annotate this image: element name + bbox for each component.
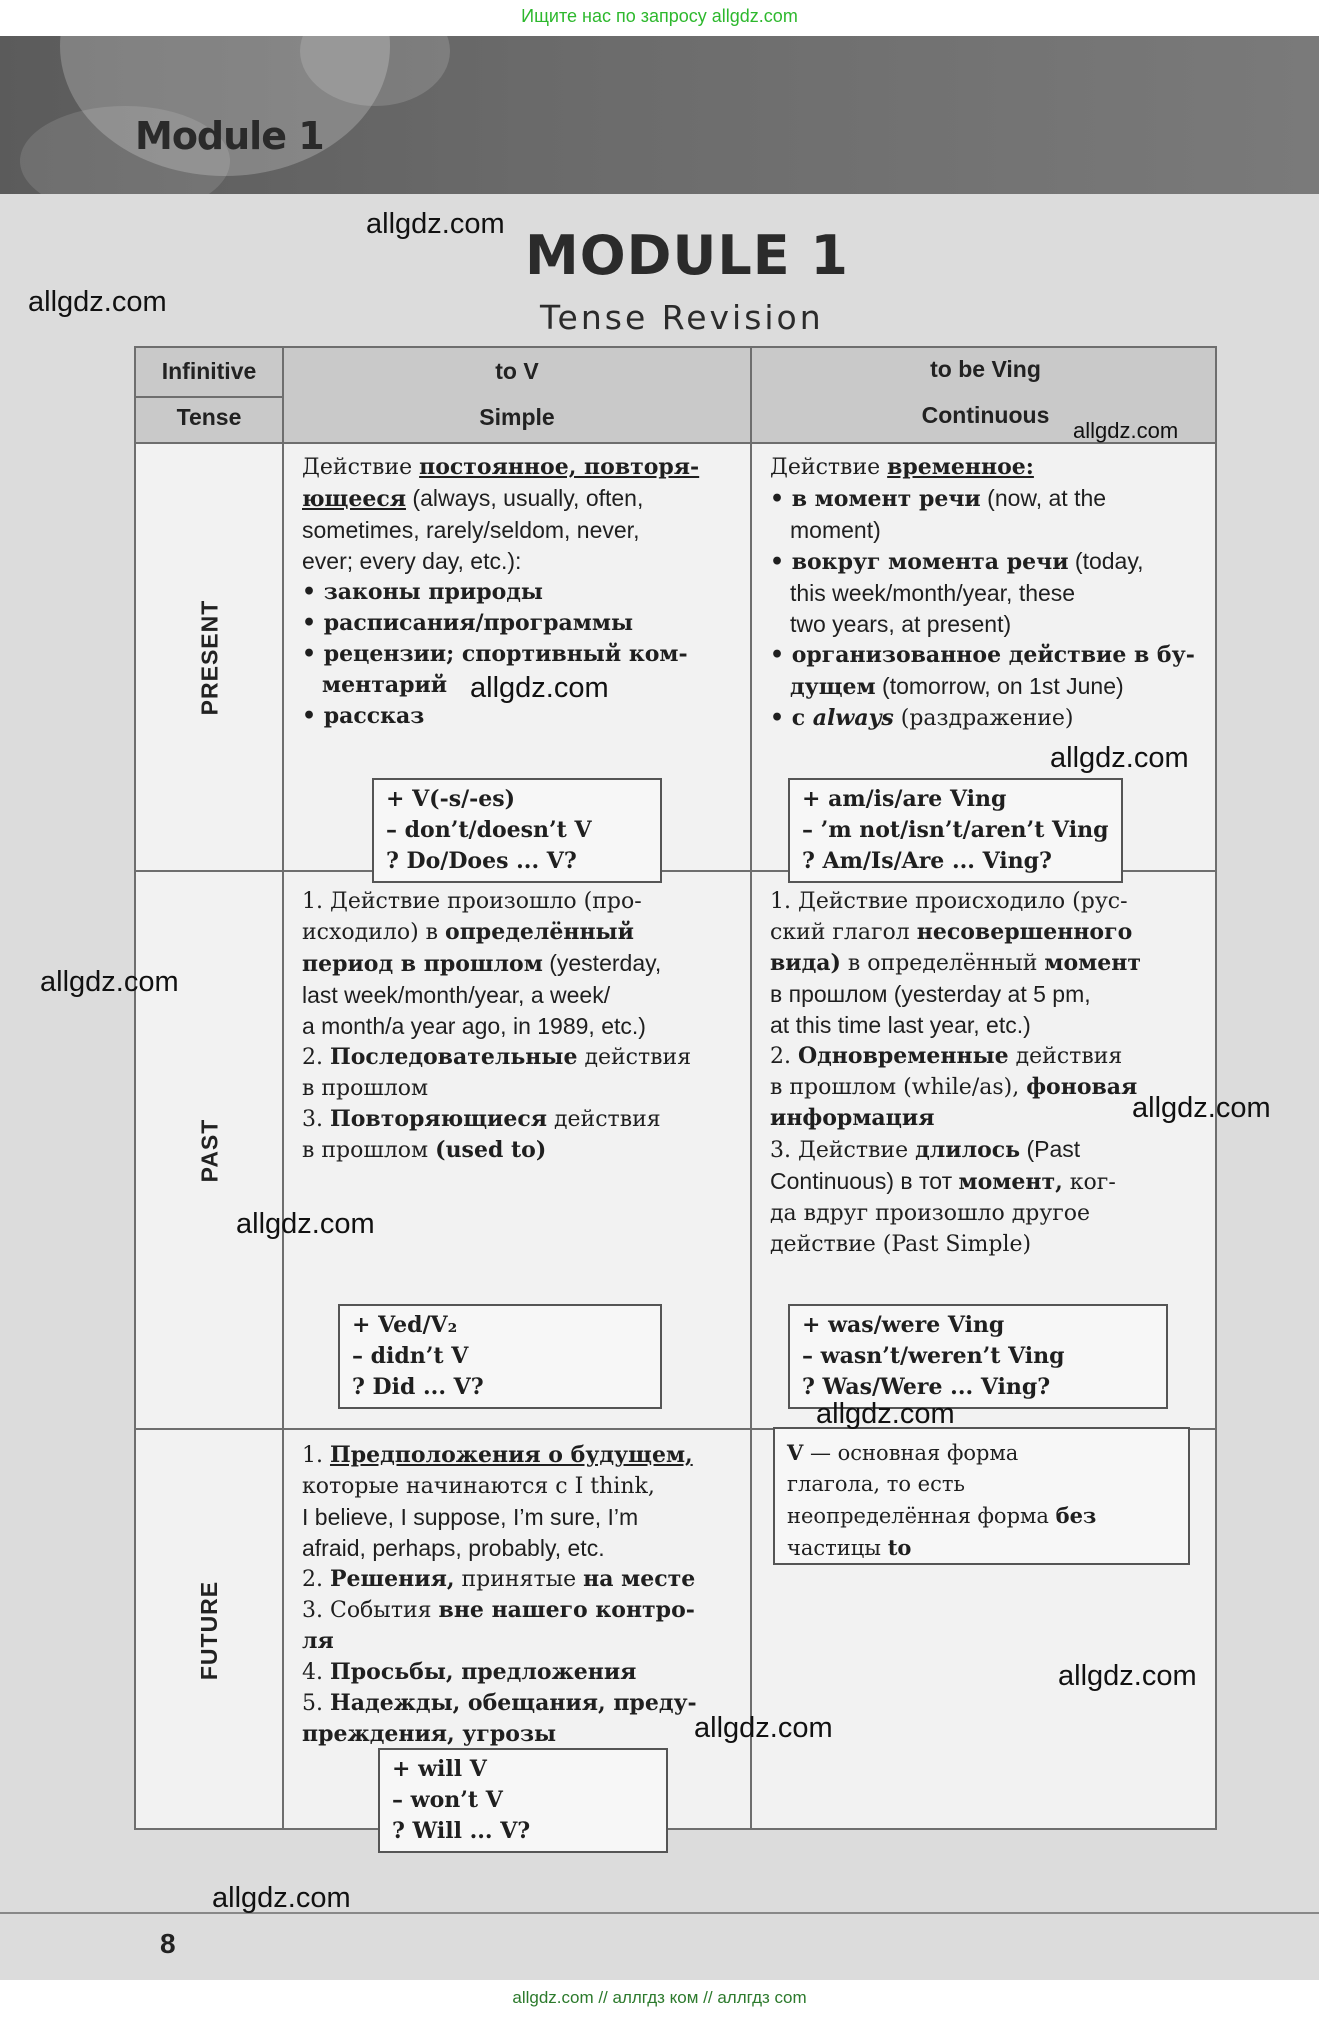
header-to-v: to V bbox=[495, 358, 539, 384]
text: Continuous) в тот bbox=[770, 1168, 959, 1194]
text: • с bbox=[770, 705, 813, 731]
formula-line: + was/were Ving bbox=[802, 1312, 1005, 1338]
definition-note-box bbox=[773, 1427, 1190, 1565]
text: • организованное действие в бу- bbox=[770, 642, 1195, 668]
formula-line: ? Did ... V? bbox=[352, 1374, 484, 1400]
formula-line: – ’m not/isn’t/aren’t Ving bbox=[802, 817, 1109, 843]
formula-line: – wasn’t/weren’t Ving bbox=[802, 1343, 1065, 1369]
row-label-present-text: PRESENT bbox=[196, 599, 223, 715]
text: 4. bbox=[302, 1660, 330, 1685]
watermark: allgdz.com bbox=[1073, 418, 1179, 443]
text: at this time last year, etc.) bbox=[770, 1012, 1031, 1038]
text: 2. bbox=[302, 1567, 330, 1592]
text: two years, at present) bbox=[790, 611, 1012, 637]
text: дущем bbox=[790, 674, 876, 700]
text: преждения, угрозы bbox=[302, 1721, 557, 1747]
text: да вдруг произошло другое bbox=[770, 1201, 1091, 1226]
watermark: allgdz.com bbox=[694, 1712, 833, 1744]
text: действия bbox=[577, 1045, 692, 1070]
text: момент, bbox=[958, 1169, 1063, 1195]
formula-line: + Ved/V₂ bbox=[352, 1312, 458, 1338]
text: (today, bbox=[1068, 548, 1144, 574]
text: ever; every day, etc.): bbox=[302, 548, 522, 574]
header-continuous: Continuous bbox=[921, 402, 1050, 428]
header-infinitive: Infinitive bbox=[161, 358, 257, 384]
text: 5. bbox=[302, 1691, 330, 1716]
text: Последовательные bbox=[329, 1044, 578, 1070]
watermark: allgdz.com bbox=[212, 1882, 351, 1914]
text: moment) bbox=[790, 517, 881, 543]
text: Надежды, обещания, преду- bbox=[329, 1690, 697, 1716]
present-continuous-formula bbox=[788, 778, 1123, 883]
row-label-future bbox=[136, 1430, 284, 1830]
text: исходило) в bbox=[302, 920, 446, 945]
text: в определённый bbox=[840, 951, 1045, 976]
top-search-note: Ищите нас по запросу allgdz.com bbox=[521, 6, 798, 26]
watermark: allgdz.com bbox=[366, 208, 505, 240]
watermark: allgdz.com bbox=[1058, 1660, 1197, 1692]
past-continuous-formula bbox=[788, 1304, 1168, 1409]
text: ментарий bbox=[322, 672, 448, 698]
text: this week/month/year, these bbox=[790, 580, 1076, 606]
text: неопределённая форма bbox=[787, 1504, 1056, 1528]
text: (yesterday, bbox=[542, 950, 662, 976]
column-divider bbox=[750, 348, 752, 1828]
text: Решения, bbox=[329, 1566, 455, 1592]
header-to-be-ving: to be Ving bbox=[930, 356, 1041, 382]
formula-line: ? Do/Does ... V? bbox=[386, 848, 577, 874]
page-subtitle: Tense Revision bbox=[540, 298, 824, 337]
past-simple-formula bbox=[338, 1304, 662, 1409]
text: Действие bbox=[770, 455, 888, 480]
page-title: MODULE 1 bbox=[525, 224, 849, 287]
header-module-label: Module 1 bbox=[135, 114, 324, 158]
future-simple-formula bbox=[378, 1748, 668, 1853]
watermark: allgdz.com bbox=[1050, 742, 1189, 774]
tense-table bbox=[134, 346, 1217, 1844]
formula-line: – don’t/doesn’t V bbox=[386, 817, 592, 843]
text: ког- bbox=[1062, 1170, 1116, 1195]
formula-line: ? Was/Were ... Ving? bbox=[802, 1374, 1051, 1400]
watermark: allgdz.com bbox=[470, 672, 609, 704]
text: в прошлом bbox=[302, 1076, 429, 1101]
row-label-present bbox=[136, 444, 284, 870]
bottom-site-note: allgdz.com // аллгдз ком // аллгдз com bbox=[512, 1988, 807, 2007]
textbook-page bbox=[0, 36, 1319, 1980]
text: V bbox=[787, 1440, 804, 1465]
text: 3. Действие bbox=[770, 1138, 916, 1163]
text: ля bbox=[302, 1628, 334, 1654]
text: несовершенного bbox=[916, 919, 1133, 945]
header-simple: Simple bbox=[479, 404, 555, 430]
text: • расписания/программы bbox=[302, 610, 634, 636]
text: вне нашего контро- bbox=[438, 1597, 695, 1623]
text: • рассказ bbox=[302, 703, 425, 729]
text: to bbox=[887, 1535, 912, 1560]
text: 1. Действие произошло (про- bbox=[302, 889, 642, 914]
text: Действие bbox=[302, 455, 420, 480]
text: (now, at the bbox=[980, 485, 1107, 511]
text: 2. bbox=[770, 1044, 798, 1069]
text: (always, usually, often, bbox=[406, 485, 644, 511]
text: длилось bbox=[915, 1137, 1021, 1163]
text: I believe, I suppose, I’m sure, I’m bbox=[302, 1504, 639, 1530]
text: (раздражение) bbox=[893, 706, 1074, 731]
formula-line: – won’t V bbox=[392, 1787, 503, 1813]
text: глагола, то есть bbox=[787, 1472, 965, 1496]
header-band bbox=[0, 36, 1319, 194]
text: Повторяющиеся bbox=[329, 1106, 547, 1132]
text: 1. Действие происходило (рус- bbox=[770, 889, 1128, 914]
text: afraid, perhaps, probably, etc. bbox=[302, 1535, 605, 1561]
row-label-past bbox=[136, 872, 284, 1428]
text: (tomorrow, on 1st June) bbox=[875, 673, 1124, 699]
text: постоянное, повторя- bbox=[419, 454, 700, 480]
text: период в прошлом bbox=[302, 951, 543, 977]
text: действия bbox=[547, 1107, 661, 1132]
text: — основная форма bbox=[803, 1441, 1019, 1465]
future-simple-cell bbox=[302, 1440, 747, 1750]
text: Просьбы, предложения bbox=[329, 1659, 637, 1685]
text: • вокруг момента речи bbox=[770, 549, 1069, 575]
text: фоновая bbox=[1026, 1074, 1138, 1100]
formula-line: + will V bbox=[392, 1756, 487, 1782]
text: принятые bbox=[454, 1567, 584, 1592]
text: в прошлом bbox=[302, 1138, 436, 1163]
text: ский глагол bbox=[770, 920, 917, 945]
footer-divider bbox=[0, 1912, 1319, 1914]
formula-line: ? Will ... V? bbox=[392, 1818, 531, 1844]
text: • в момент речи bbox=[770, 486, 981, 512]
present-continuous-cell bbox=[770, 452, 1215, 734]
row-divider bbox=[136, 396, 282, 398]
text: • законы природы bbox=[302, 579, 543, 605]
text: 1. bbox=[302, 1443, 330, 1468]
row-label-past-text: PAST bbox=[196, 1118, 223, 1182]
watermark: allgdz.com bbox=[1132, 1092, 1271, 1124]
page-number: 8 bbox=[160, 1928, 176, 1959]
formula-line: ? Am/Is/Are ... Ving? bbox=[802, 848, 1052, 874]
text: информация bbox=[770, 1105, 935, 1131]
text: на месте bbox=[583, 1566, 696, 1592]
row-label-future-text: FUTURE bbox=[196, 1580, 223, 1680]
text: last week/month/year, a week/ bbox=[302, 982, 611, 1008]
formula-line: + V(-s/-es) bbox=[386, 786, 516, 812]
header-tense: Tense bbox=[176, 404, 242, 430]
past-simple-cell bbox=[302, 886, 742, 1166]
text: действие (Past Simple) bbox=[770, 1232, 1032, 1257]
text: в прошлом (yesterday at 5 pm, bbox=[770, 981, 1091, 1007]
watermark: allgdz.com bbox=[816, 1398, 955, 1430]
text: • рецензии; спортивный ком- bbox=[302, 641, 688, 667]
text: момент bbox=[1044, 950, 1142, 976]
text: действия bbox=[1008, 1044, 1123, 1069]
present-simple-formula bbox=[372, 778, 662, 883]
text: частицы bbox=[787, 1536, 888, 1560]
text: без bbox=[1055, 1503, 1097, 1528]
text: 3. bbox=[302, 1107, 330, 1132]
text: always bbox=[812, 705, 894, 731]
past-continuous-cell bbox=[770, 886, 1215, 1260]
text: определённый bbox=[445, 919, 634, 945]
formula-line: + am/is/are Ving bbox=[802, 786, 1007, 812]
text: 3. События bbox=[302, 1598, 439, 1623]
text: Одновременные bbox=[797, 1043, 1009, 1069]
text: Предположения о будущем, bbox=[329, 1442, 693, 1468]
text: 2. bbox=[302, 1045, 330, 1070]
watermark: allgdz.com bbox=[236, 1208, 375, 1240]
row-divider bbox=[136, 442, 1215, 444]
text: которые начинаются с I think, bbox=[302, 1474, 655, 1499]
text: ющееся bbox=[302, 486, 407, 512]
text: sometimes, rarely/seldom, never, bbox=[302, 517, 640, 543]
text: (Past bbox=[1020, 1136, 1081, 1162]
text: a month/a year ago, in 1989, etc.) bbox=[302, 1013, 646, 1039]
watermark: allgdz.com bbox=[28, 286, 167, 318]
watermark: allgdz.com bbox=[40, 966, 179, 998]
text: (used to) bbox=[435, 1137, 547, 1163]
text: вида) bbox=[770, 950, 841, 976]
formula-line: – didn’t V bbox=[352, 1343, 469, 1369]
text: в прошлом (while/as), bbox=[770, 1075, 1027, 1100]
text: временное: bbox=[887, 454, 1034, 480]
